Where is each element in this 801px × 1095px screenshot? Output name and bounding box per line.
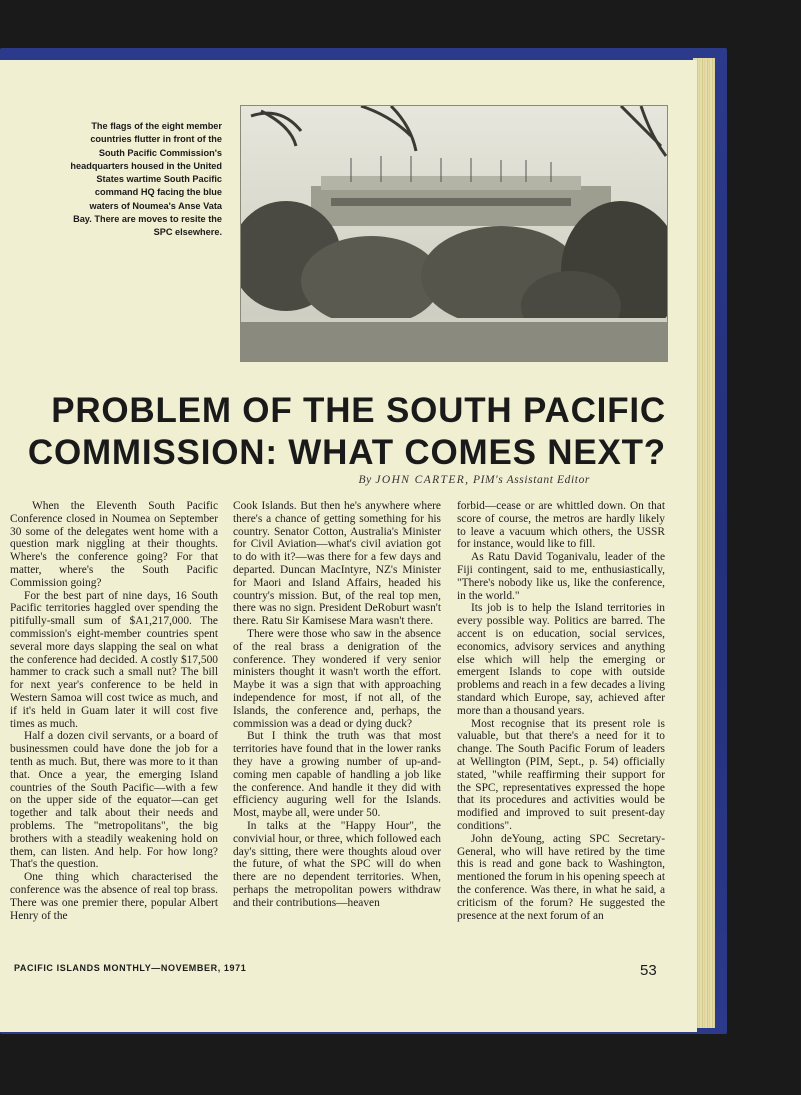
byline-prefix: By [358, 474, 372, 486]
paragraph: forbid—cease or are whittled down. On that score of course, the metros are hardly likely to leave a vacuum which others, the USSR for instance, would like to fill. [457, 500, 665, 551]
paragraph: In talks at the "Happy Hour", the convivial hour, or three, which followed each day's sitting, there were thoughts aloud over the future, of what the SPC will do when there are no dependent territories. When, perhaps the metropolitan powers withdraw and their contributions—heaven [233, 819, 441, 909]
article-column-2 [233, 500, 441, 910]
page-number: 53 [640, 962, 657, 979]
headline-line-1: PROBLEM OF THE SOUTH PACIFIC [51, 391, 666, 430]
photo-illustration [241, 106, 667, 361]
paragraph: Half a dozen civil servants, or a board of businessmen could have done the job for a tenth as much. But, there was more to it than that. Once a year, the emerging Island countries of the South Pacific—with a few on the upper side of the equator—can get together and talk about their needs and problems. The "metropolitans", the big brothers with a steadily weakening hold on them, can listen. And help. For how long? That's the question. [10, 730, 218, 871]
article-column-3 [457, 500, 665, 922]
article-column-1 [10, 500, 218, 922]
photo-caption: The flags of the eight member countries flutter in front of the South Pacific Commission's headquarters housed in the United States wartime South Pacific command HQ facing the blue waters of Noumea's Anse Vata Bay. There are moves to resite the SPC elsewhere. [70, 121, 222, 238]
spc-headquarters-photo [240, 105, 668, 362]
paragraph: Cook Islands. But then he's anywhere where there's a chance of getting something for his country. Senator Cotton, Australia's Minister for Civil Aviation—what's civil aviation got to do with it?—was there for a few days and departed. Duncan MacIntyre, NZ's Minister for Maori and Island Affairs, headed his country's mission. But, of the real top men, there was no sign. President DeRoburt wasn't there. Ratu Sir Kamisese Mara wasn't there. [233, 500, 441, 628]
paragraph: One thing which characterised the conference was the absence of real top brass. There was one premier there, popular Albert Henry of the [10, 871, 218, 922]
paragraph: There were those who saw in the absence of the real brass a denigration of the conference. They wondered if very senior ministers thought it wasn't worth the effort. Maybe it was a sign that with approaching independence for most, if not all, of the Islands, the conference and, perhaps, the commission was a dead or dying duck? [233, 627, 441, 730]
paragraph: Most recognise that its present role is valuable, but that there's a need for it to change. The South Pacific Forum of leaders at Wellington (PIM, Sept., p. 54) officially stated, "while reaffirming their support for the SPC, representatives expressed the hope that its procedures and activities would be modified and improved to suit present-day conditions". [457, 717, 665, 832]
paragraph: When the Eleventh South Pacific Conference closed in Noumea on September 30 some of the delegates went home with a question mark niggling at their thoughts. Where's the conference going? For that matter, where's the South Pacific Commission going? [10, 500, 218, 589]
paragraph: John deYoung, acting SPC Secretary-General, who will have retired by the time this is read and gone back to Washington, mentioned the forum in his opening speech at the conference. Was there, in what he said, a criticism of the forum? He suggested the presence at the next forum of an [457, 832, 665, 922]
paragraph: As Ratu David Toganivalu, leader of the Fiji contingent, said to me, enthusiastically, "There's nobody like us, like the conference, in the world." [457, 551, 665, 602]
byline-role: PIM's Assistant Editor [472, 474, 590, 486]
magazine-page [0, 60, 697, 1032]
page-footer: PACIFIC ISLANDS MONTHLY—NOVEMBER, 1971 [14, 963, 247, 973]
paragraph: For the best part of nine days, 16 South Pacific territories haggled over spending the pitifully-small sum of $A1,217,000. The commission's eight-member countries spent several more days slapping the seal on what the conference had decided. A costly $17,500 hammer to crack such a small nut? The bill for next year's conference to be held in Western Samoa will cost twice as much, and if it's held in Guam later it will cost five times as much. [10, 589, 218, 730]
paragraph: But I think the truth was that most territories have found that in the lower ranks they have a growing number of up-and-coming men capable of handling a job like the conference. And handle it they did with efficiency auguring well for the Islands. Most, maybe all, were under 50. [233, 730, 441, 820]
article-headline [20, 390, 666, 474]
byline-author: JOHN CARTER, [375, 474, 470, 486]
byline [300, 474, 590, 486]
headline-line-2: COMMISSION: WHAT COMES NEXT? [27, 433, 666, 472]
paragraph: Its job is to help the Island territories in every possible way. Politics are barred. The accent is on education, social services, economics, advisory services and anything else which will help the emerging or emergent Islands to cope with outside problems and reach in a few decades a living standard which Europe, say, achieved after more than a thousand years. [457, 602, 665, 717]
